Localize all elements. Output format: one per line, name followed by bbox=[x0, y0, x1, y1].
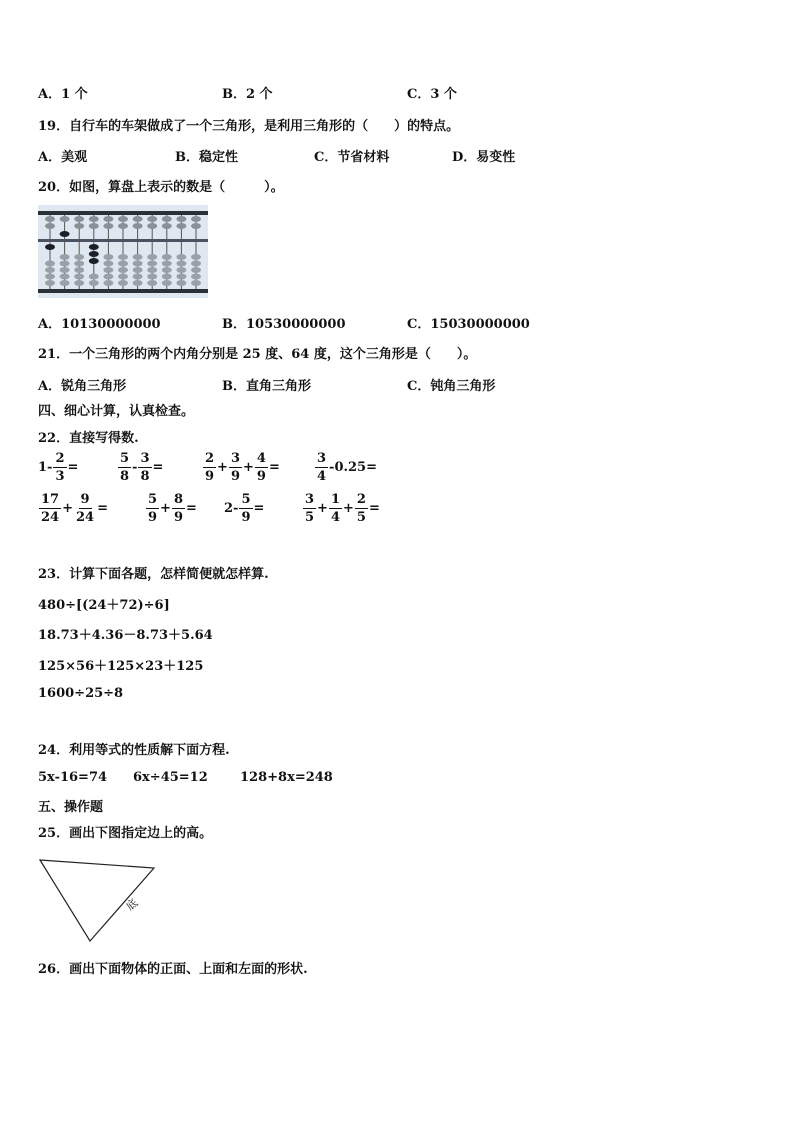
expr-text: = bbox=[67, 460, 79, 475]
triangle-figure bbox=[38, 855, 163, 947]
abacus-bead bbox=[176, 274, 186, 280]
q26-stem: 26．画出下面物体的正面、上面和左面的形状. bbox=[38, 962, 308, 977]
abacus-bead bbox=[74, 261, 84, 267]
abacus-bead bbox=[162, 274, 172, 280]
abacus-image bbox=[38, 205, 208, 298]
q24-item-2: 6x÷45=12 bbox=[133, 770, 208, 785]
abacus-bead bbox=[176, 267, 186, 273]
operator: + bbox=[217, 460, 228, 475]
abacus-bead bbox=[103, 267, 113, 273]
abacus-bead bbox=[147, 216, 157, 222]
abacus-bead bbox=[191, 261, 201, 267]
abacus-bead bbox=[118, 223, 128, 229]
abacus-bead bbox=[133, 274, 143, 280]
q22-expr-8 bbox=[302, 493, 380, 524]
base-label: 底 bbox=[123, 896, 141, 914]
abacus-bead bbox=[103, 261, 113, 267]
abacus-bead bbox=[60, 216, 70, 222]
abacus-bead bbox=[60, 274, 70, 280]
abacus-bead bbox=[103, 223, 113, 229]
abacus-bead bbox=[118, 267, 128, 273]
abacus-bead bbox=[147, 280, 157, 286]
q19-option-b[interactable]: B．稳定性 bbox=[175, 150, 238, 165]
fraction: $\frac{17}{24}$ bbox=[41, 492, 60, 525]
fraction: $\frac{5}{8}$ bbox=[120, 451, 130, 484]
q25-stem: 25．画出下图指定边上的高。 bbox=[38, 826, 213, 841]
section-4-heading: 四、细心计算，认真检查。 bbox=[38, 404, 195, 419]
abacus-bead bbox=[45, 267, 55, 273]
fraction: $\frac{2}{3}$ bbox=[55, 451, 65, 484]
abacus-bead bbox=[89, 280, 99, 286]
abacus-bead bbox=[147, 254, 157, 260]
abacus-top-bar bbox=[38, 211, 208, 215]
expr-text: -0.25= bbox=[329, 460, 377, 475]
fraction: $\frac{3}{8}$ bbox=[140, 451, 150, 484]
abacus-bead bbox=[133, 216, 143, 222]
section-5-heading: 五、操作题 bbox=[38, 800, 104, 815]
fraction: $\frac{8}{9}$ bbox=[173, 492, 183, 525]
abacus-bead bbox=[191, 216, 201, 222]
expr-text: = bbox=[368, 501, 380, 516]
fraction: $\frac{5}{9}$ bbox=[241, 492, 251, 525]
q18-option-a[interactable]: A．1 个 bbox=[38, 87, 88, 102]
q22-expr-5 bbox=[38, 493, 108, 524]
abacus-bead bbox=[89, 251, 99, 257]
q19-option-a[interactable]: A．美观 bbox=[38, 150, 88, 165]
abacus-bead bbox=[147, 274, 157, 280]
operator: + bbox=[317, 501, 328, 516]
q23-item-3: 125×56＋125×23＋125 bbox=[38, 659, 204, 674]
abacus-bead bbox=[176, 254, 186, 260]
operator: + bbox=[160, 501, 171, 516]
fraction: $\frac{2}{5}$ bbox=[356, 492, 366, 525]
abacus-bead bbox=[176, 261, 186, 267]
abacus-bead bbox=[162, 267, 172, 273]
triangle-shape bbox=[40, 860, 154, 941]
fraction: $\frac{4}{9}$ bbox=[256, 451, 266, 484]
expr-text: 1- bbox=[38, 460, 53, 475]
fraction: $\frac{5}{9}$ bbox=[148, 492, 158, 525]
expr-text: = bbox=[97, 501, 108, 516]
abacus-bead bbox=[191, 223, 201, 229]
abacus-bead bbox=[45, 216, 55, 222]
fraction: $\frac{9}{24}$ bbox=[76, 492, 95, 525]
abacus-bead bbox=[162, 254, 172, 260]
abacus-bead bbox=[103, 216, 113, 222]
abacus-bead bbox=[89, 223, 99, 229]
abacus-drawing bbox=[38, 205, 208, 298]
fraction: $\frac{3}{4}$ bbox=[317, 451, 327, 484]
q22-stem: 22．直接写得数. bbox=[38, 431, 139, 446]
abacus-bead bbox=[118, 261, 128, 267]
abacus-bead bbox=[176, 223, 186, 229]
q21-option-b[interactable]: B．直角三角形 bbox=[222, 379, 311, 394]
abacus-bead bbox=[191, 254, 201, 260]
q23-item-2: 18.73＋4.36－8.73＋5.64 bbox=[38, 628, 213, 643]
expr-text: 2- bbox=[224, 501, 239, 516]
abacus-bead bbox=[60, 254, 70, 260]
abacus-bead bbox=[176, 280, 186, 286]
q22-expr-2 bbox=[117, 452, 163, 483]
abacus-bead bbox=[133, 280, 143, 286]
abacus-bead bbox=[118, 216, 128, 222]
q22-expr-3 bbox=[202, 452, 280, 483]
abacus-bead bbox=[147, 267, 157, 273]
operator: + bbox=[62, 501, 73, 516]
q20-stem: 20．如图，算盘上表示的数是（ ）。 bbox=[38, 180, 284, 195]
abacus-bead bbox=[74, 254, 84, 260]
abacus-bead bbox=[162, 223, 172, 229]
abacus-bead bbox=[74, 274, 84, 280]
q19-option-c[interactable]: C．节省材料 bbox=[314, 150, 390, 165]
abacus-bead bbox=[162, 261, 172, 267]
abacus-bead bbox=[60, 231, 70, 237]
expr-text: = bbox=[152, 460, 164, 475]
abacus-bead bbox=[74, 216, 84, 222]
abacus-bead bbox=[45, 261, 55, 267]
abacus-bead bbox=[45, 280, 55, 286]
q18-option-b[interactable]: B．2 个 bbox=[222, 87, 273, 102]
abacus-bead bbox=[191, 280, 201, 286]
abacus-bead bbox=[147, 261, 157, 267]
q20-option-c[interactable]: C．15030000000 bbox=[407, 317, 530, 332]
fraction: $\frac{3}{9}$ bbox=[230, 451, 240, 484]
q24-stem: 24．利用等式的性质解下面方程. bbox=[38, 743, 230, 758]
q19-stem: 19．自行车的车架做成了一个三角形，是利用三角形的（ ）的特点。 bbox=[38, 119, 460, 134]
q22-expr-6 bbox=[145, 493, 197, 524]
q21-stem: 21．一个三角形的两个内角分别是 25 度、64 度，这个三角形是（ ）。 bbox=[38, 347, 477, 362]
abacus-bead bbox=[118, 274, 128, 280]
abacus-bead bbox=[103, 254, 113, 260]
abacus-bead bbox=[60, 280, 70, 286]
q22-expr-1 bbox=[38, 452, 78, 483]
abacus-bead bbox=[191, 274, 201, 280]
abacus-bead bbox=[133, 261, 143, 267]
abacus-bead bbox=[45, 223, 55, 229]
abacus-bead bbox=[133, 267, 143, 273]
q24-item-3: 128+8x=248 bbox=[240, 770, 333, 785]
expr-text: = bbox=[268, 460, 280, 475]
abacus-bead bbox=[60, 267, 70, 273]
q24-item-1: 5x-16=74 bbox=[38, 770, 108, 785]
abacus-bead bbox=[191, 267, 201, 273]
abacus-bead bbox=[74, 280, 84, 286]
abacus-bead bbox=[162, 280, 172, 286]
abacus-bead bbox=[133, 254, 143, 260]
abacus-bead bbox=[147, 223, 157, 229]
expr-text: = bbox=[253, 501, 265, 516]
abacus-bead bbox=[118, 280, 128, 286]
abacus-bead bbox=[74, 267, 84, 273]
abacus-bead bbox=[89, 244, 99, 250]
q21-option-a[interactable]: A．锐角三角形 bbox=[38, 379, 127, 394]
abacus-bead bbox=[176, 216, 186, 222]
q20-option-b[interactable]: B．10530000000 bbox=[222, 317, 346, 332]
q21-option-c[interactable]: C．钝角三角形 bbox=[407, 379, 496, 394]
operator: + bbox=[243, 460, 254, 475]
abacus-bead bbox=[60, 261, 70, 267]
abacus-bead bbox=[45, 244, 55, 250]
fraction: $\frac{3}{5}$ bbox=[305, 492, 315, 525]
q18-option-c[interactable]: C．3 个 bbox=[407, 87, 457, 102]
operator: - bbox=[132, 460, 138, 475]
fraction: $\frac{1}{4}$ bbox=[330, 492, 340, 525]
q20-option-a[interactable]: A．10130000000 bbox=[38, 317, 161, 332]
q23-stem: 23．计算下面各题，怎样简便就怎样算. bbox=[38, 567, 269, 582]
abacus-bead bbox=[133, 223, 143, 229]
abacus-bead bbox=[103, 274, 113, 280]
abacus-bead bbox=[89, 216, 99, 222]
abacus-bead bbox=[45, 274, 55, 280]
q23-item-1: 480÷[(24＋72)÷6] bbox=[38, 598, 170, 613]
abacus-bead bbox=[162, 216, 172, 222]
q22-expr-4 bbox=[314, 452, 377, 483]
expr-text: = bbox=[186, 501, 197, 516]
operator: + bbox=[343, 501, 354, 516]
q22-expr-7 bbox=[224, 493, 264, 524]
abacus-bottom-bar bbox=[38, 289, 208, 293]
abacus-bead bbox=[118, 254, 128, 260]
q19-option-d[interactable]: D．易变性 bbox=[452, 150, 516, 165]
abacus-bead bbox=[89, 258, 99, 264]
fraction: $\frac{2}{9}$ bbox=[205, 451, 215, 484]
abacus-bead bbox=[103, 280, 113, 286]
abacus-bead bbox=[74, 223, 84, 229]
abacus-bead bbox=[89, 274, 99, 280]
q23-item-4: 1600÷25÷8 bbox=[38, 686, 124, 701]
